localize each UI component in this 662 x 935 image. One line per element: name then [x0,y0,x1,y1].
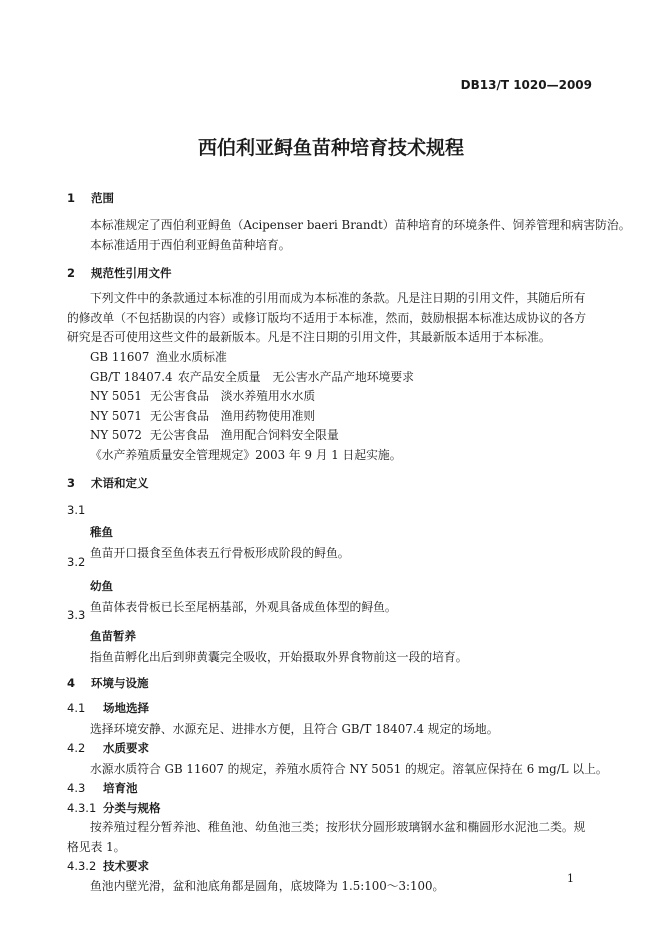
section-title: 范围 [91,191,114,205]
reference-item [90,387,315,404]
term-name: 鱼苗暂养 [90,629,136,643]
section-number: 4 [67,676,76,690]
clause-title: 场地选择 [103,701,149,715]
clause-title: 技术要求 [103,859,149,873]
clause-4-3-2-text: 鱼池内壁光滑，盆和池底角都是圆角，底坡降为 1.5:100～3:100。 [90,879,445,893]
reference-title: 农产品安全质量 无公害水产品产地环境要求 [178,370,414,384]
term-number: 3.1 [67,503,86,517]
section-number: 3 [67,476,76,490]
clause-number: 4.3.2 [67,859,97,873]
clause-number: 4.2 [67,741,86,755]
reference-item [90,348,227,365]
section-3-heading [67,475,149,491]
reference-title: 渔业水质标准 [156,350,227,364]
clause-4-3-1-text: 按养殖过程分暂养池、稚鱼池、幼鱼池三类；按形状分圆形玻璃钢水盆和椭圆形水泥池二类。规格见表 1。 [67,820,586,854]
section-title: 术语和定义 [91,476,149,490]
clause-title: 分类与规格 [103,801,161,815]
clause-4-2-heading [67,740,149,756]
term-name: 幼鱼 [90,579,113,593]
regulation-reference: 《水产养殖质量安全管理规定》2003 年 9 月 1 日起实施。 [90,448,402,462]
section-number: 2 [67,266,76,280]
section-title: 规范性引用文件 [91,266,172,280]
section-title: 环境与设施 [91,676,149,690]
reference-code: NY 5071 [90,409,142,423]
term-definition: 指鱼苗孵化出后到卵黄囊完全吸收，开始摄取外界食物前这一段的培育。 [90,650,468,664]
term-definition: 鱼苗体表骨板已长至尾柄基部，外观具备成鱼体型的鲟鱼。 [90,600,397,614]
section-1-heading [67,190,114,206]
reference-code: NY 5051 [90,389,142,403]
document-id: DB13/T 1020—2009 [460,78,592,92]
clause-4-1-text: 选择环境安静、水源充足、进排水方便，且符合 GB/T 18407.4 规定的场地。 [90,722,499,736]
clause-4-3-2-heading [67,858,149,874]
section-4-heading [67,675,149,691]
clause-number: 4.3 [67,781,86,795]
section-number: 1 [67,191,76,205]
term-number: 3.2 [67,555,86,569]
reference-title: 无公害食品 渔用药物使用准则 [150,409,316,423]
clause-4-1-heading [67,700,149,716]
clause-number: 4.3.1 [67,801,97,815]
clause-4-3-heading [67,780,138,796]
reference-title: 无公害食品 渔用配合饲料安全限量 [150,428,339,442]
reference-code: GB 11607 [90,350,150,364]
reference-code: NY 5072 [90,428,142,442]
section-2-heading [67,265,172,281]
reference-title: 无公害食品 淡水养殖用水水质 [150,389,316,403]
document-title: 西伯利亚鲟鱼苗种培育技术规程 [197,137,464,159]
reference-item [90,368,414,385]
reference-item [90,426,339,443]
clause-number: 4.1 [67,701,86,715]
scope-paragraph-2: 本标准适用于西伯利亚鲟鱼苗种培育。 [90,238,291,252]
reference-item [90,407,315,424]
term-number: 3.3 [67,608,86,622]
term-name: 稚鱼 [90,525,113,539]
reference-code: GB/T 18407.4 [90,370,173,384]
normative-intro-paragraph: 下列文件中的条款通过本标准的引用而成为本标准的条款。凡是注日期的引用文件，其随后所有的修改单（不包括勘误的内容）或修订版均不适用于本标准，然而，鼓励根据本标准达成协议的各方研究是否可使用这些文件的最新版本。凡是不注日期的引用文件，其最新版本适用于本标准。 [67,291,587,344]
clause-4-2-text: 水源水质符合 GB 11607 的规定，养殖水质符合 NY 5051 的规定。溶氧应保持在 6 mg/L 以上。 [90,762,608,776]
clause-title: 水质要求 [103,741,149,755]
term-definition: 鱼苗开口摄食至鱼体表五行骨板形成阶段的鲟鱼。 [90,546,350,560]
scope-paragraph-1: 本标准规定了西伯利亚鲟鱼（Acipenser baeri Brandt）苗种培育的环境条件、饲养管理和病害防治。 [90,218,631,232]
clause-4-3-1-heading [67,800,161,816]
page-number: 1 [567,872,574,885]
clause-title: 培育池 [103,781,138,795]
